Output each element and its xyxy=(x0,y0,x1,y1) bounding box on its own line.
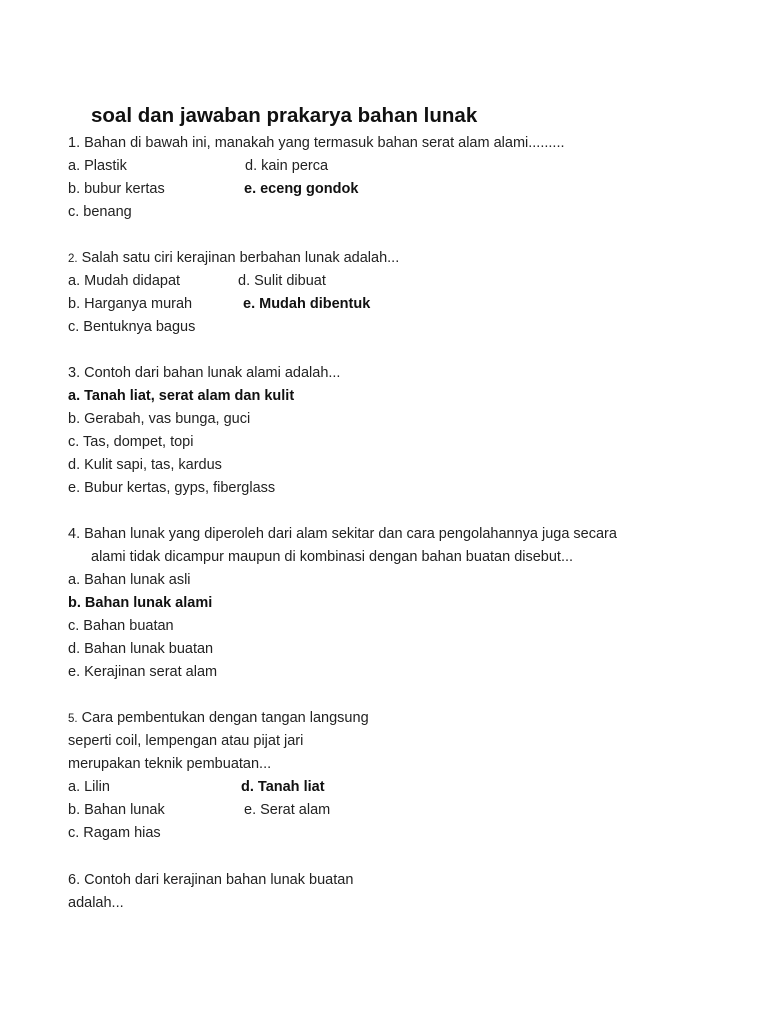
q4-option-e: e. Kerajinan serat alam xyxy=(68,664,218,680)
q4-option-b-answer: b. Bahan lunak alami xyxy=(68,595,213,611)
question-1-row-1 xyxy=(68,155,329,178)
q2-option-c: c. Bentuknya bagus xyxy=(68,319,196,335)
q5-number: 5. xyxy=(68,713,78,725)
q5-option-d-answer: d. Tanah liat xyxy=(241,779,325,795)
q5-option-c: c. Ragam hias xyxy=(68,825,161,841)
q3-option-a-answer: a. Tanah liat, serat alam dan kulit xyxy=(68,388,295,404)
q4-option-a: a. Bahan lunak asli xyxy=(68,572,191,588)
q1-option-e-answer: e. eceng gondok xyxy=(244,181,359,197)
question-5-text-line-2: seperti coil, lempengan atau pijat jari xyxy=(68,733,304,749)
question-5-text-line-1 xyxy=(68,707,369,730)
question-2-text xyxy=(68,247,399,270)
question-6-text-line-1: 6. Contoh dari kerajinan bahan lunak buatan xyxy=(68,872,354,888)
q5-option-a: a. Lilin xyxy=(68,779,110,795)
q5-option-e: e. Serat alam xyxy=(244,802,331,818)
q4-option-c: c. Bahan buatan xyxy=(68,618,174,634)
question-5-row-2 xyxy=(68,799,331,822)
q3-option-d: d. Kulit sapi, tas, kardus xyxy=(68,457,222,473)
q5-option-b: b. Bahan lunak xyxy=(68,802,165,818)
q4-option-d: d. Bahan lunak buatan xyxy=(68,641,214,657)
q1-option-d: d. kain perca xyxy=(245,158,329,174)
q2-option-e-answer: e. Mudah dibentuk xyxy=(243,296,371,312)
q1-option-a: a. Plastik xyxy=(68,158,127,174)
q1-option-b: b. bubur kertas xyxy=(68,181,165,197)
q1-option-c: c. benang xyxy=(68,204,132,220)
question-2-row-1 xyxy=(68,270,326,293)
q3-option-e: e. Bubur kertas, gyps, fiberglass xyxy=(68,480,276,496)
question-5-row-1 xyxy=(68,776,325,799)
question-4-text-line-1: 4. Bahan lunak yang diperoleh dari alam sekitar dan cara pengolahannya juga secara xyxy=(68,526,617,542)
q2-question: Salah satu ciri kerajinan berbahan lunak adalah... xyxy=(77,250,400,266)
document-title: soal dan jawaban prakarya bahan lunak xyxy=(91,104,478,127)
q2-option-b: b. Harganya murah xyxy=(68,296,193,312)
question-4-text-line-2: alami tidak dicampur maupun di kombinasi dengan bahan buatan disebut... xyxy=(91,549,574,565)
question-1-text: 1. Bahan di bawah ini, manakah yang termasuk bahan serat alam alami......... xyxy=(68,135,565,151)
question-3-text: 3. Contoh dari bahan lunak alami adalah... xyxy=(68,365,341,381)
q5-question-line-1: Cara pembentukan dengan tangan langsung xyxy=(77,710,369,726)
q3-option-b: b. Gerabah, vas bunga, guci xyxy=(68,411,251,427)
question-5-text-line-3: merupakan teknik pembuatan... xyxy=(68,756,272,772)
q2-option-d: d. Sulit dibuat xyxy=(238,273,326,289)
q2-option-a: a. Mudah didapat xyxy=(68,273,181,289)
question-6-text-line-2: adalah... xyxy=(68,895,124,911)
q3-option-c: c. Tas, dompet, topi xyxy=(68,434,194,450)
question-1-row-2 xyxy=(68,178,359,201)
question-2-row-2 xyxy=(68,293,371,316)
q2-number: 2. xyxy=(68,253,78,265)
